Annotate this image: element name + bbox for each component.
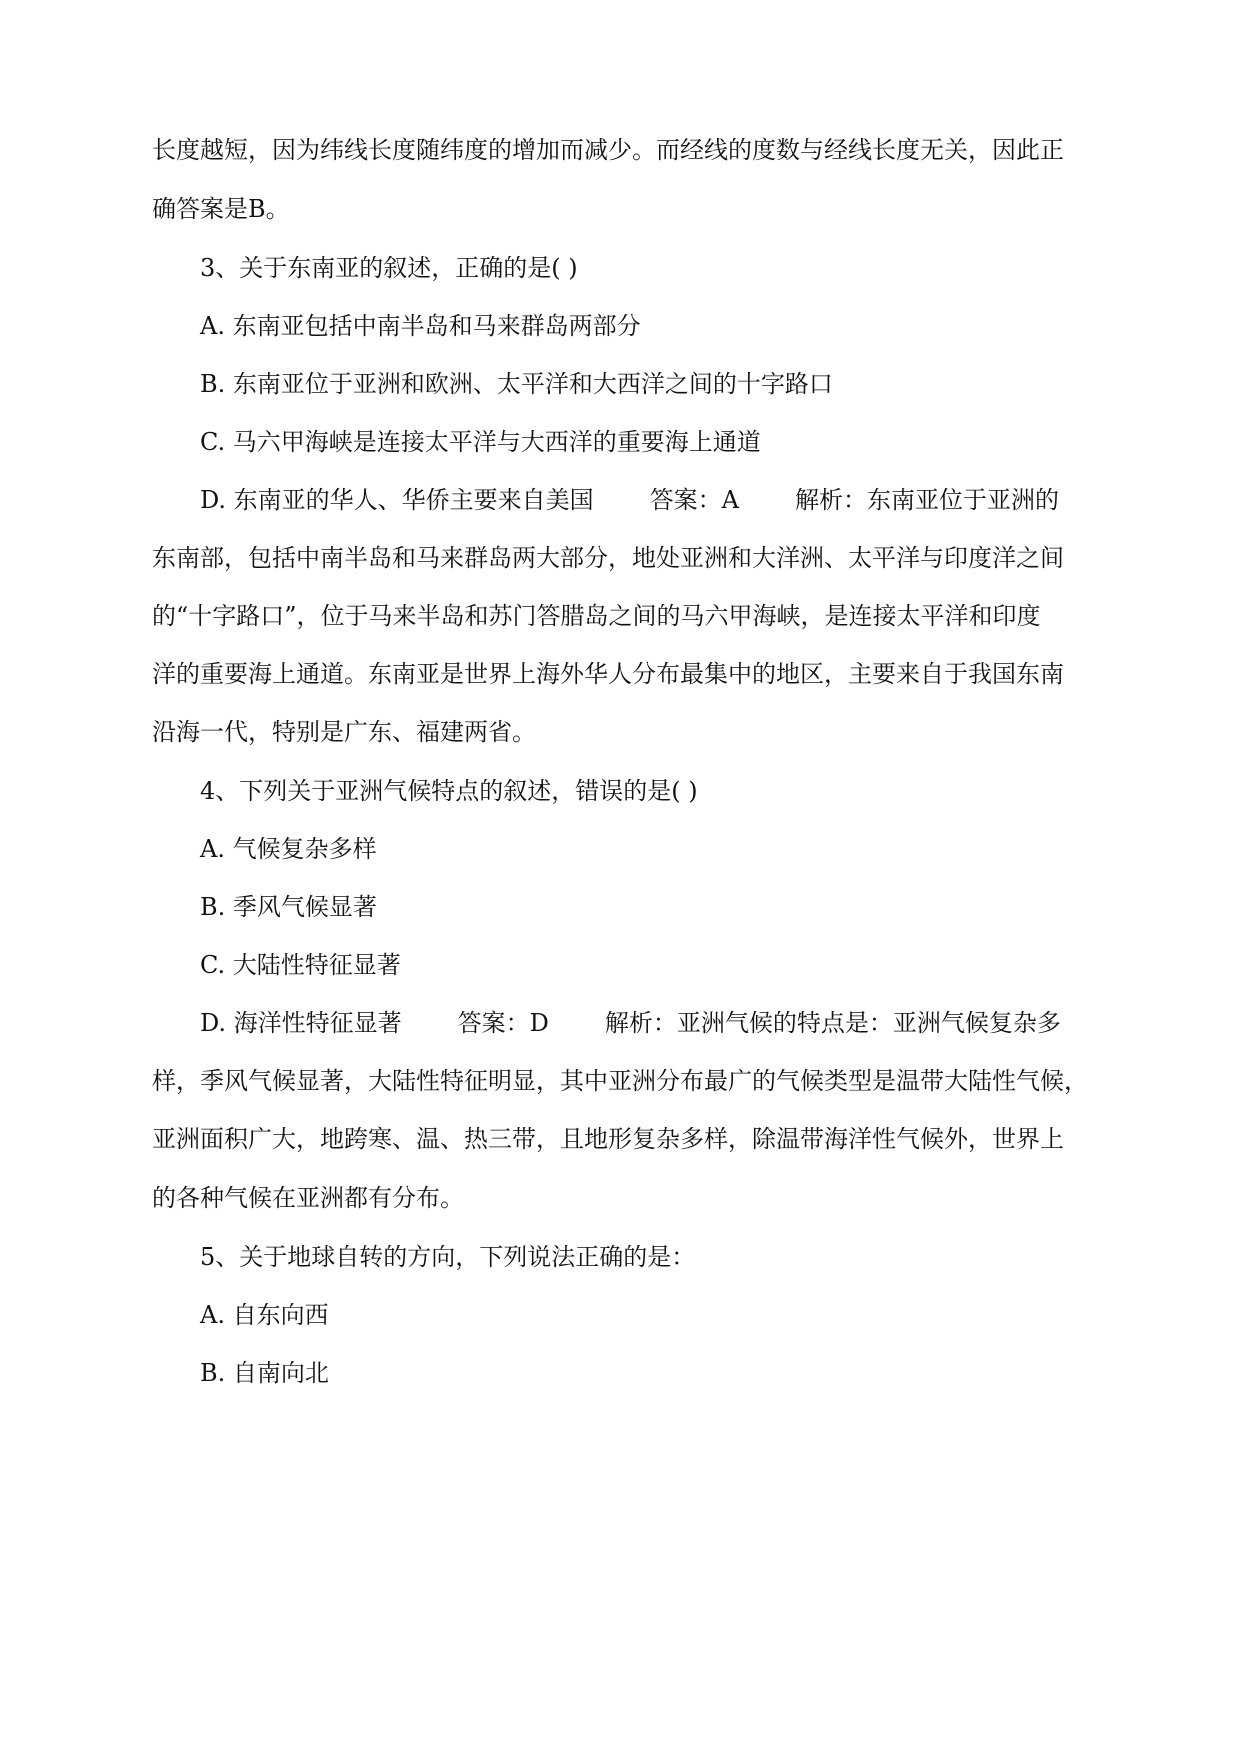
question-4-option-b: B. 季风气候显著 [200, 893, 377, 921]
text-line: 长度越短，因为纬线长度随纬度的增加而减少。而经线的度数与经线长度无关，因此正 [152, 136, 1064, 164]
question-4-analysis-line: 亚洲面积广大，地跨寒、温、热三带，且地形复杂多样，除温带海洋性气候外，世界上 [152, 1125, 1064, 1153]
question-3-title: 3、关于东南亚的叙述，正确的是( ) [200, 254, 578, 282]
question-3-analysis-line: 洋的重要海上通道。东南亚是世界上海外华人分布最集中的地区，主要来自于我国东南 [152, 660, 1064, 688]
question-4-title: 4、下列关于亚洲气候特点的叙述，错误的是( ) [200, 777, 698, 805]
question-4-analysis-line: 的各种气候在亚洲都有分布。 [152, 1184, 464, 1212]
question-5-option-a: A. 自东向西 [200, 1301, 329, 1329]
question-4-option-d-row [200, 1007, 1092, 1039]
question-3-option-d-row [200, 484, 1092, 516]
question-4-option-a: A. 气候复杂多样 [200, 835, 377, 863]
question-3-option-b: B. 东南亚位于亚洲和欧洲、太平洋和大西洋之间的十字路口 [200, 370, 833, 398]
question-5-title: 5、关于地球自转的方向，下列说法正确的是： [200, 1243, 696, 1271]
question-3-analysis-start: 解析：东南亚位于亚洲的 [795, 486, 1059, 514]
question-3-analysis-line: 沿海一代，特别是广东、福建两省。 [152, 718, 536, 746]
question-3-analysis-line: 的“十字路口”，位于马来半岛和苏门答腊岛之间的马六甲海峡，是连接太平洋和印度 [152, 602, 1041, 630]
question-4-option-c: C. 大陆性特征显著 [200, 951, 401, 979]
question-3-answer: 答案：A [649, 486, 739, 514]
question-4-analysis-line: 样，季风气候显著，大陆性特征明显，其中亚洲分布最广的气候类型是温带大陆性气候， [152, 1067, 1088, 1095]
question-4-option-d: D. 海洋性特征显著 [200, 1009, 402, 1037]
question-3-analysis-line: 东南部，包括中南半岛和马来群岛两大部分，地处亚洲和大洋洲、太平洋与印度洋之间 [152, 544, 1064, 572]
question-5-option-b: B. 自南向北 [200, 1359, 329, 1387]
question-4-answer: 答案：D [457, 1009, 549, 1037]
text-line: 确答案是B。 [152, 195, 290, 223]
question-3-option-d: D. 东南亚的华人、华侨主要来自美国 [200, 486, 594, 514]
question-4-analysis-start: 解析：亚洲气候的特点是：亚洲气候复杂多 [604, 1009, 1061, 1037]
question-3-option-a: A. 东南亚包括中南半岛和马来群岛两部分 [200, 312, 641, 340]
question-3-option-c: C. 马六甲海峡是连接太平洋与大西洋的重要海上通道 [200, 428, 761, 456]
